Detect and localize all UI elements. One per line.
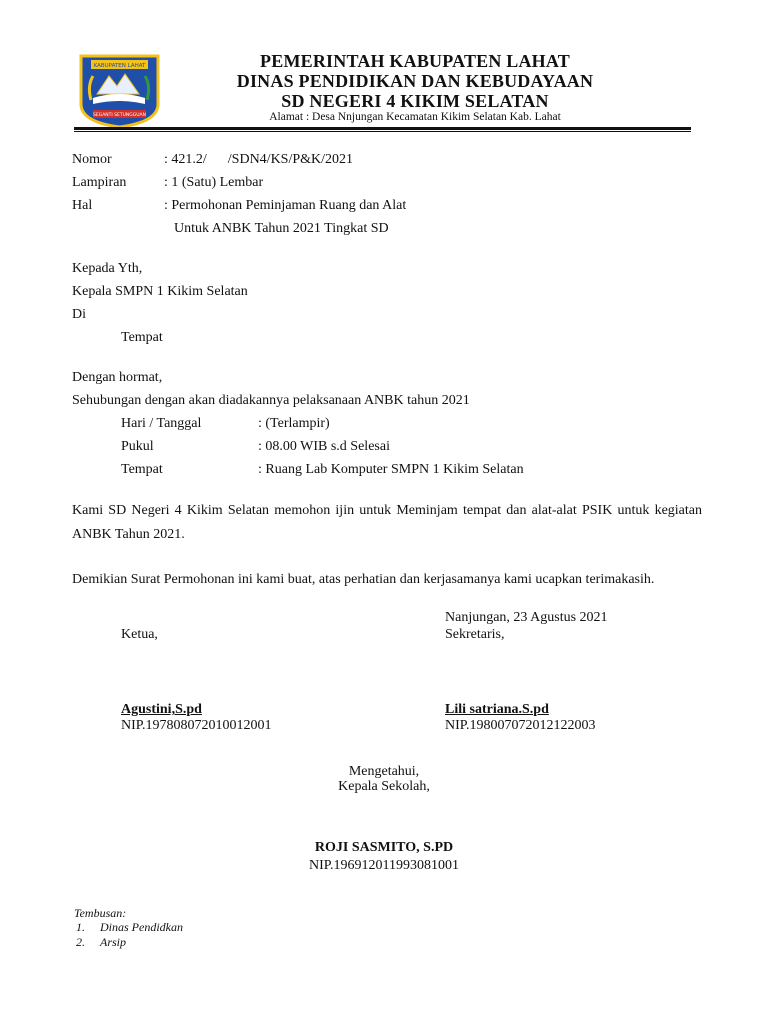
recipient-tempat: Tempat bbox=[121, 330, 163, 345]
detail-value-tempat: : Ruang Lab Komputer SMPN 1 Kikim Selatan bbox=[258, 462, 524, 477]
tembusan-item-number: 2. bbox=[76, 935, 85, 949]
kepala-sekolah-nip: NIP.196912011993081001 bbox=[309, 858, 459, 873]
hal-label: Hal bbox=[72, 198, 93, 213]
detail-value-pukul: : 08.00 WIB s.d Selesai bbox=[258, 439, 390, 454]
recipient-salutation: Kepada Yth, bbox=[72, 261, 143, 276]
hal-value-line1: : Permohonan Peminjaman Ruang dan Alat bbox=[164, 198, 407, 213]
kop-dinas: DINAS PENDIDIKAN DAN KEBUDAYAAN bbox=[236, 71, 594, 91]
sekretaris-nip: NIP.198007072012122003 bbox=[445, 718, 596, 733]
recipient-name: Kepala SMPN 1 Kikim Selatan bbox=[72, 284, 248, 299]
kop-pemerintah: PEMERINTAH KABUPATEN LAHAT bbox=[260, 51, 570, 71]
nomor-value: : 421.2/ /SDN4/KS/P&K/2021 bbox=[164, 152, 354, 167]
letterhead-divider-thick bbox=[74, 127, 691, 130]
detail-label-pukul: Pukul bbox=[121, 439, 154, 454]
tembusan-item-text: Dinas Pendidkan bbox=[100, 920, 183, 934]
logo-bottom-text: SEGANTI SETUNGGUAN bbox=[93, 113, 146, 118]
detail-label-tempat: Tempat bbox=[121, 462, 163, 477]
intro-text: Sehubungan dengan akan diadakannya pelaksanaan ANBK tahun 2021 bbox=[72, 393, 470, 408]
ketua-name: Agustini,S.pd bbox=[121, 702, 202, 717]
lampiran-value: : 1 (Satu) Lembar bbox=[164, 175, 264, 190]
kop-sekolah: SD NEGERI 4 KIKIM SELATAN bbox=[281, 91, 549, 111]
lampiran-label: Lampiran bbox=[72, 175, 127, 190]
logo-top-text: KABUPATEN LAHAT bbox=[93, 63, 146, 69]
mengetahui-label: Mengetahui, bbox=[348, 764, 420, 779]
tembusan-item-number: 1. bbox=[76, 920, 85, 934]
kabupaten-lahat-logo bbox=[79, 54, 160, 128]
detail-label-hari: Hari / Tanggal bbox=[121, 416, 202, 431]
kepala-sekolah-title: Kepala Sekolah, bbox=[338, 779, 430, 794]
hal-value-line2: Untuk ANBK Tahun 2021 Tingkat SD bbox=[174, 221, 389, 236]
sekretaris-name: Lili satriana.S.pd bbox=[445, 702, 549, 717]
nomor-label: Nomor bbox=[72, 152, 112, 167]
ketua-title: Ketua, bbox=[121, 627, 158, 642]
sekretaris-title: Sekretaris, bbox=[445, 627, 505, 642]
tembusan-title: Tembusan: bbox=[74, 906, 127, 920]
kop-alamat: Alamat : Desa Nnjungan Kecamatan Kikim Selatan Kab. Lahat bbox=[269, 111, 561, 123]
greeting: Dengan hormat, bbox=[72, 370, 163, 385]
request-paragraph: Kami SD Negeri 4 Kikim Selatan memohon ijin untuk Meminjam tempat dan alat-alat PSIK untuk kegiatan ANBK Tahun 2021. bbox=[72, 503, 702, 542]
detail-value-hari: : (Terlampir) bbox=[258, 416, 330, 431]
closing-paragraph: Demikian Surat Permohonan ini kami buat, atas perhatian dan kerjasamanya kami ucapkan terimakasih. bbox=[72, 572, 655, 587]
kepala-sekolah-name: ROJI SASMITO, S.PD bbox=[314, 840, 454, 855]
tembusan-item-text: Arsip bbox=[100, 935, 127, 949]
recipient-di: Di bbox=[72, 307, 86, 322]
letterhead-divider-thin bbox=[74, 131, 691, 132]
ketua-nip: NIP.197808072010012001 bbox=[121, 718, 272, 733]
place-date: Nanjungan, 23 Agustus 2021 bbox=[445, 610, 608, 625]
